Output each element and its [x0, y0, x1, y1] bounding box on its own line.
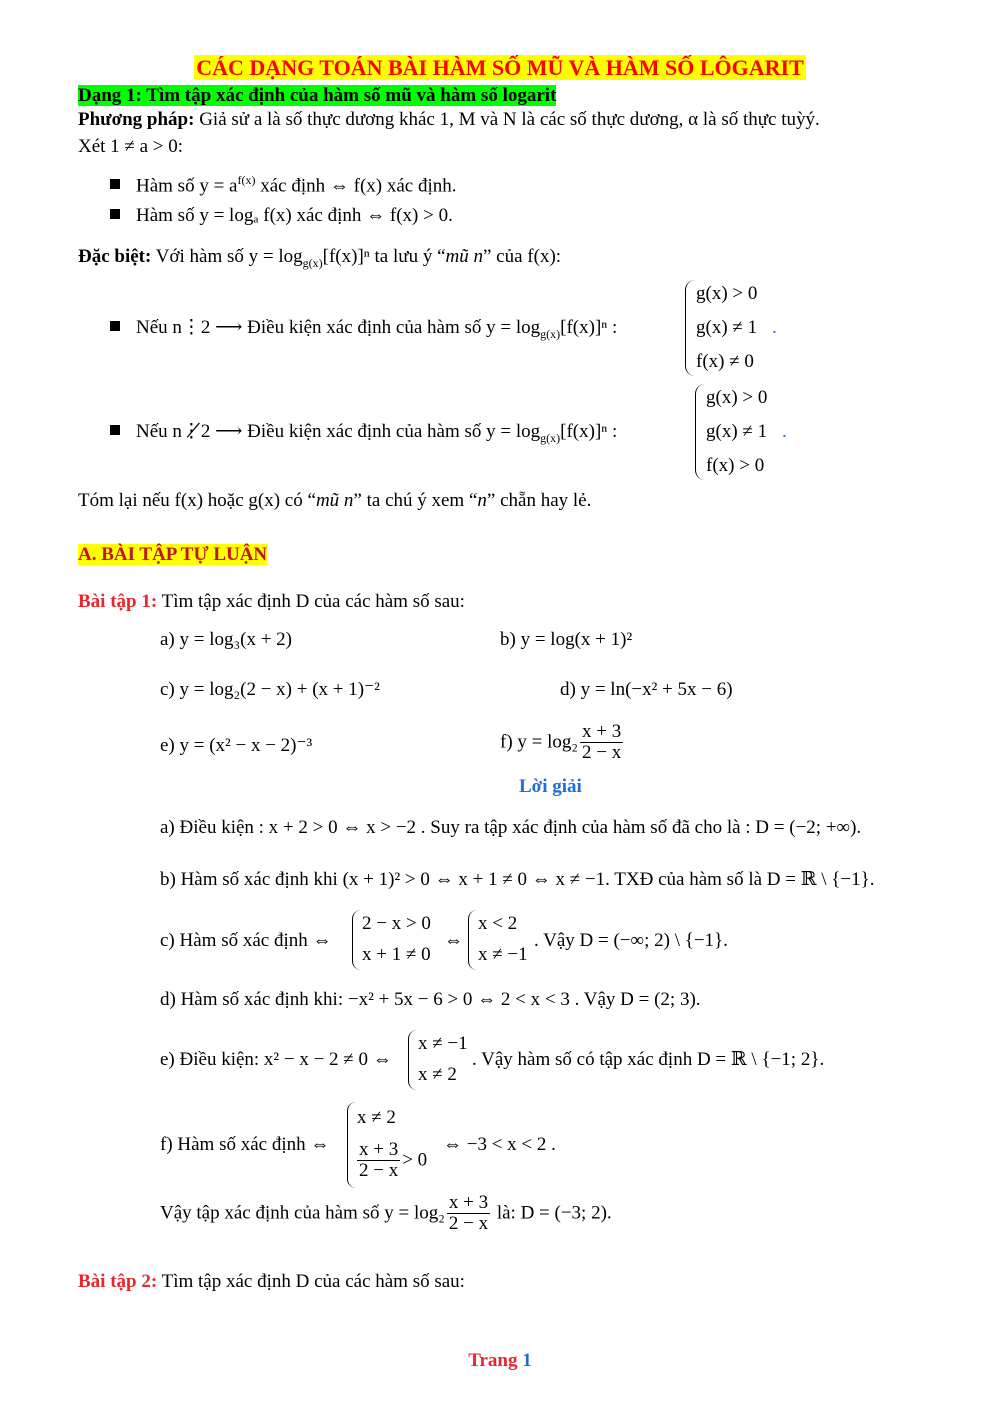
solution-f-pre: f) Hàm số xác định ⇔	[160, 1134, 330, 1155]
case1-text-b: [f(x)]ⁿ :	[560, 317, 618, 338]
solution-f-sys-1: x ≠ 2	[357, 1107, 396, 1128]
page-number: 1	[522, 1350, 532, 1371]
solution-c-pre: c) Hàm số xác định ⇔	[160, 930, 332, 951]
solution-c-post: . Vậy D = (−∞; 2) \ {−1}.	[534, 930, 728, 951]
exercise-1-label: Bài tập 1:	[78, 591, 158, 612]
solution-f-gt: > 0	[402, 1149, 428, 1171]
solution-f-conc-post: là: D = (−3; 2).	[492, 1202, 612, 1224]
solution-f-conc-num: x + 3	[448, 1192, 489, 1213]
section-a-text: A. BÀI TẬP TỰ LUẬN	[78, 544, 268, 565]
case2-cond-3: f(x) > 0	[706, 455, 765, 476]
summary-b: ” ta chú ý xem “	[353, 490, 478, 511]
ex1-item-e: e) y = (x² − x − 2)⁻³	[160, 735, 313, 756]
case2-cond-2: g(x) ≠ 1	[706, 421, 768, 442]
solution-d: d) Hàm số xác định khi: −x² + 5x − 6 > 0 ⇔ 2 < x < 3 . Vậy D = (2; 3).	[160, 989, 701, 1010]
solution-c-sys2-1: x < 2	[478, 913, 518, 934]
bullet-item-log	[110, 204, 453, 228]
solution-f-conclusion	[160, 1193, 612, 1234]
solution-c-sys1-1: 2 − x > 0	[362, 913, 431, 934]
solution-e-sys-2: x ≠ 2	[418, 1064, 457, 1085]
case-even	[110, 316, 617, 346]
page-footer	[0, 1350, 1000, 1372]
bullet1-text-a: Hàm số y = a	[136, 175, 238, 197]
solution-e-post: . Vậy hàm số có tập xác định D = ℝ \ {−1; 2}.	[472, 1049, 825, 1070]
bullet-icon	[110, 425, 120, 435]
solution-c-brace-1	[352, 910, 361, 970]
solution-f-den: 2 − x	[359, 1160, 399, 1181]
ex1-f-fraction	[580, 722, 623, 763]
summary-line	[78, 489, 591, 513]
page-title	[0, 55, 1000, 81]
solution-f-num: x + 3	[359, 1139, 399, 1160]
bullet1-sup: f(x)	[237, 173, 256, 187]
case1-cond-3: f(x) ≠ 0	[696, 351, 754, 372]
special-text-b: [f(x)]ⁿ ta lưu ý “	[322, 246, 446, 267]
case2-dot: .	[782, 421, 787, 442]
solution-title: Lời giải	[519, 776, 582, 797]
special-label: Đặc biệt:	[78, 246, 152, 267]
solution-c-mid: ⇔	[444, 930, 463, 951]
exercise-1-heading	[78, 590, 465, 614]
solution-f-conc-pre: Vậy tập xác định của hàm số y = log₂	[160, 1202, 445, 1224]
solution-c-sys1-2: x + 1 ≠ 0	[362, 944, 431, 965]
exercise-2-label: Bài tập 2:	[78, 1271, 158, 1292]
case2-cond-1: g(x) > 0	[706, 387, 768, 408]
case1-dot: .	[772, 317, 777, 338]
solution-e-brace	[408, 1030, 417, 1090]
solution-c-sys2-2: x ≠ −1	[478, 944, 528, 965]
case1-text-a: Nếu n⋮2 ⟶ Điều kiện xác định của hàm số y = log	[136, 317, 541, 338]
solution-a: a) Điều kiện : x + 2 > 0 ⇔ x > −2 . Suy ra tập xác định của hàm số đã cho là : D = (−2; +∞).	[160, 817, 862, 838]
page-label: Trang	[468, 1350, 518, 1371]
ex1-item-a: a) y = log₃(x + 2)	[160, 629, 292, 650]
case2-text-b: [f(x)]ⁿ :	[560, 421, 618, 442]
special-text-a: Với hàm số y = log	[151, 246, 303, 267]
summary-c: ” chẵn hay lẻ.	[486, 490, 592, 511]
method-label: Phương pháp:	[78, 109, 195, 130]
exercise-2-heading	[78, 1270, 465, 1294]
bullet1-text-b: xác định ⇔ f(x) xác định.	[255, 175, 457, 197]
bullet2-text: Hàm số y = logₐ f(x) xác định ⇔ f(x) > 0.	[136, 205, 453, 226]
section-heading-a	[78, 543, 267, 567]
special-text-c: ” của f(x):	[482, 246, 562, 267]
ex1-f-den: 2 − x	[582, 742, 622, 763]
special-paragraph	[78, 245, 561, 275]
ex1-f-pre: f) y = log₂	[500, 731, 579, 753]
solution-f-sys-2	[355, 1140, 427, 1181]
method-text: Giả sử a là số thực dương khác 1, M và N là các số thực dương, α là số thực tuỳý.	[194, 109, 820, 130]
case-odd	[110, 420, 617, 450]
case2-system-brace	[695, 384, 706, 480]
exercise-2-text: Tìm tập xác định D của các hàm số sau:	[157, 1271, 465, 1292]
special-em: mũ n	[445, 246, 483, 267]
case2-text-a: Nếu n⋮̸2 ⟶ Điều kiện xác định của hàm số y = log	[136, 421, 541, 442]
ex1-item-f	[500, 722, 625, 763]
ex1-item-d: d) y = ln(−x² + 5x − 6)	[560, 679, 733, 700]
bullet-icon	[110, 209, 120, 219]
exercise-1-text: Tìm tập xác định D của các hàm số sau:	[157, 591, 465, 612]
special-sub: g(x)	[302, 255, 323, 270]
case2-sub: g(x)	[540, 430, 561, 445]
solution-f-conc-den: 2 − x	[448, 1213, 489, 1234]
ex1-item-b: b) y = log(x + 1)²	[500, 629, 633, 650]
bullet-icon	[110, 321, 120, 331]
case1-system-brace	[685, 280, 696, 376]
ex1-item-c: c) y = log₂(2 − x) + (x + 1)⁻²	[160, 679, 380, 700]
summary-em2: n	[477, 490, 487, 511]
solution-e-sys-1: x ≠ −1	[418, 1033, 468, 1054]
summary-a: Tóm lại nếu f(x) hoặc g(x) có “	[78, 490, 316, 511]
solution-e-pre: e) Điều kiện: x² − x − 2 ≠ 0 ⇔	[160, 1049, 392, 1070]
bullet-item-exp	[110, 168, 457, 198]
xet-line: Xét 1 ≠ a > 0:	[78, 136, 184, 157]
case1-cond-1: g(x) > 0	[696, 283, 758, 304]
solution-f-post: ⇔ −3 < x < 2 .	[443, 1134, 556, 1155]
summary-em1: mũ n	[315, 490, 354, 511]
ex1-f-num: x + 3	[582, 721, 622, 742]
solution-c-brace-2	[468, 910, 477, 970]
solution-f-conc-fraction	[447, 1193, 490, 1234]
dang1-text: Dạng 1: Tìm tập xác định của hàm số mũ và hàm số logarit	[78, 85, 557, 106]
case1-sub: g(x)	[540, 326, 561, 341]
method-paragraph	[78, 108, 820, 132]
bullet-icon	[110, 179, 120, 189]
solution-f-fraction	[357, 1140, 400, 1181]
section-heading-dang1	[78, 84, 556, 108]
page-title-text: CÁC DẠNG TOÁN BÀI HÀM SỐ MŨ VÀ HÀM SỐ LÔGARIT	[196, 55, 804, 80]
case1-cond-2: g(x) ≠ 1	[696, 317, 758, 338]
solution-b: b) Hàm số xác định khi (x + 1)² > 0 ⇔ x + 1 ≠ 0 ⇔ x ≠ −1. TXĐ của hàm số là D = ℝ \ {−1}.	[160, 869, 875, 890]
